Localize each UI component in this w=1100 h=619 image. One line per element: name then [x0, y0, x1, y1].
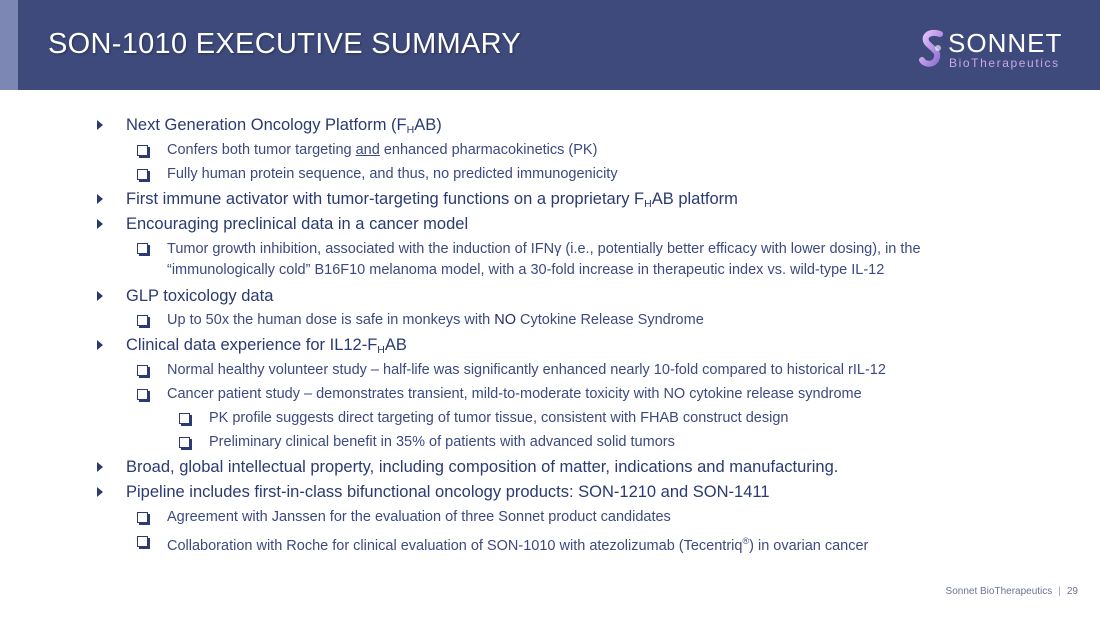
list-item: Fully human protein sequence, and thus, no predicted immunogenicity: [0, 162, 1100, 186]
footer: [946, 586, 1078, 597]
list-item: Cancer patient study – demonstrates transient, mild-to-moderate toxicity with NO cytokine release syndrome: [0, 382, 1100, 406]
box-bullet-icon: [137, 243, 148, 254]
list-item: Up to 50x the human dose is safe in monkeys with NO Cytokine Release Syndrome: [0, 308, 1100, 332]
list-item: Normal healthy volunteer study – half-life was significantly enhanced nearly 10-fold compared to historical rIL-12: [0, 358, 1100, 382]
list-item: Tumor growth inhibition, associated with the induction of IFNγ (i.e., potentially better efficacy with lower dosing), in the “immunologically cold” B16F10 melanoma model, with a 30-fold increase in therapeutic index vs. wild-type IL-12: [0, 237, 1017, 283]
arrow-bullet-icon: [97, 487, 103, 497]
sonnet-logo-icon: [918, 28, 946, 68]
box-bullet-icon: [137, 169, 148, 180]
box-bullet-icon: [137, 512, 148, 523]
logo-wordmark: SONNET: [948, 28, 1063, 58]
box-bullet-icon: [137, 536, 148, 547]
arrow-bullet-icon: [97, 291, 103, 301]
list-item: Collaboration with Roche for clinical evaluation of SON-1010 with atezolizumab (Tecentriq®) in ovarian cancer: [0, 529, 1100, 553]
box-bullet-icon: [137, 365, 148, 376]
box-bullet-icon: [179, 413, 190, 424]
list-item: Agreement with Janssen for the evaluation of three Sonnet product candidates: [0, 505, 1100, 529]
logo-tagline: BioTherapeutics: [949, 56, 1060, 70]
list-item: GLP toxicology data: [0, 284, 1100, 309]
footer-company: Sonnet BioTherapeutics: [945, 586, 1053, 597]
arrow-bullet-icon: [97, 120, 103, 130]
page-number: 29: [1066, 586, 1078, 597]
footer-separator: |: [1058, 586, 1061, 597]
header-accent-stripe: [0, 0, 18, 90]
list-item: Encouraging preclinical data in a cancer model: [0, 212, 1100, 237]
header-bar: [0, 0, 1100, 90]
box-bullet-icon: [137, 389, 148, 400]
list-item: Clinical data experience for $IL12-F_HAB$: [0, 333, 1100, 358]
box-bullet-icon: [137, 315, 148, 326]
list-item: First immune activator with tumor-targeting functions on a proprietary $F_HAB$ platform: [0, 187, 1100, 212]
bullet-list: [0, 112, 1100, 553]
page-title: SON-1010 EXECUTIVE SUMMARY: [48, 28, 522, 60]
list-item: Broad, global intellectual property, including composition of matter, indications and manufacturing.: [0, 455, 1100, 480]
arrow-bullet-icon: [97, 340, 103, 350]
list-item: Next Generation Oncology Platform $(F_HAB)$: [0, 113, 1100, 138]
company-logo: [918, 28, 1078, 72]
list-item: Pipeline includes first-in-class bifunctional oncology products: SON-1210 and SON-1411: [0, 480, 1100, 505]
arrow-bullet-icon: [97, 462, 103, 472]
box-bullet-icon: [137, 145, 148, 156]
list-item: PK profile suggests direct targeting of tumor tissue, consistent with FHAB construct design: [0, 406, 1100, 430]
list-item: Preliminary clinical benefit in 35% of patients with advanced solid tumors: [0, 430, 1100, 454]
list-item: Confers both tumor targeting and enhanced pharmacokinetics (PK): [0, 138, 1100, 162]
arrow-bullet-icon: [97, 194, 103, 204]
box-bullet-icon: [179, 437, 190, 448]
arrow-bullet-icon: [97, 219, 103, 229]
